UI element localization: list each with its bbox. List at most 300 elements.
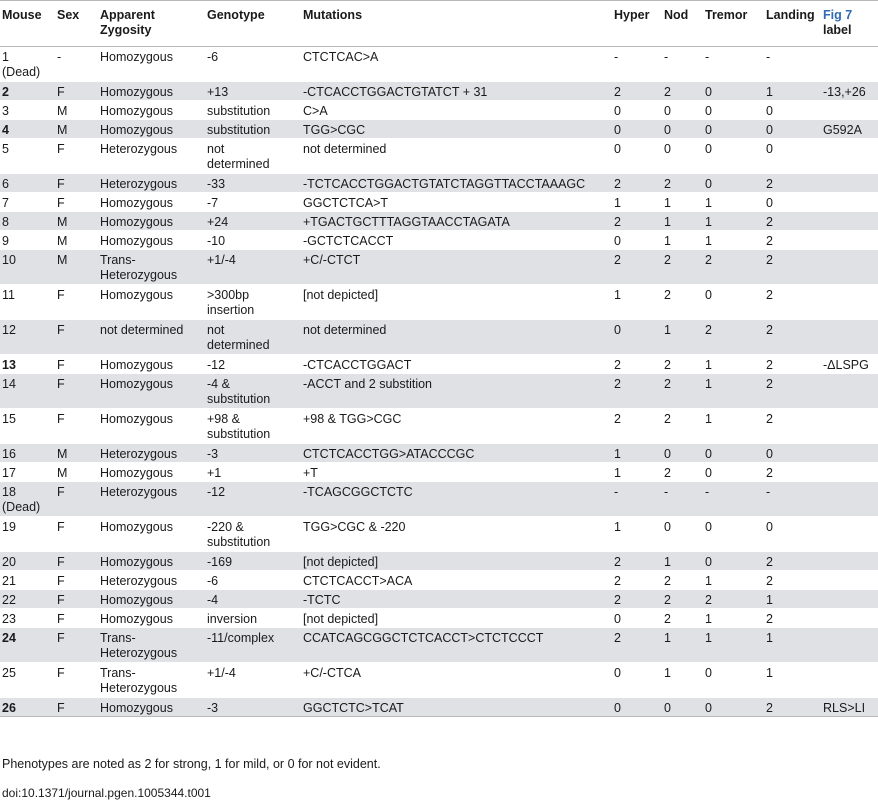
cell-hyper-text: 0 bbox=[614, 234, 621, 248]
cell-genotype bbox=[205, 663, 301, 698]
cell-tremor-text: 0 bbox=[705, 177, 712, 191]
cell-fig-label bbox=[821, 212, 878, 231]
cell-hyper-text: 1 bbox=[614, 196, 621, 210]
cell-landing bbox=[764, 101, 821, 120]
cell-zygosity bbox=[98, 193, 205, 212]
cell-tremor-text: 1 bbox=[705, 631, 712, 645]
cell-zygosity bbox=[98, 409, 205, 444]
cell-tremor-text: 1 bbox=[705, 196, 712, 210]
cell-hyper bbox=[612, 590, 662, 609]
cell-nod bbox=[662, 463, 703, 482]
cell-landing bbox=[764, 374, 821, 409]
cell-zygosity-text: Homozygous bbox=[100, 288, 173, 302]
cell-genotype bbox=[205, 590, 301, 609]
cell-mutations-text: TGG>CGC & -220 bbox=[303, 520, 406, 534]
cell-landing-text: 0 bbox=[766, 520, 773, 534]
cell-sex-text: F bbox=[57, 485, 65, 499]
cell-sex-text: F bbox=[57, 574, 65, 588]
cell-tremor-text: 1 bbox=[705, 377, 712, 391]
cell-zygosity-text: Homozygous bbox=[100, 196, 173, 210]
cell-mouse-text: (Dead) bbox=[2, 65, 41, 79]
cell-genotype-text: determined bbox=[207, 338, 270, 352]
cell-mouse-text: 10 bbox=[2, 253, 16, 267]
cell-hyper-text: - bbox=[614, 50, 619, 64]
table-row bbox=[0, 444, 878, 463]
cell-mouse bbox=[0, 212, 55, 231]
cell-nod-text: 0 bbox=[664, 447, 671, 461]
cell-fig-label bbox=[821, 463, 878, 482]
cell-mouse-text: (Dead) bbox=[2, 500, 41, 514]
table-row bbox=[0, 174, 878, 193]
cell-hyper-text: 1 bbox=[614, 466, 621, 480]
cell-tremor bbox=[703, 698, 764, 717]
cell-tremor bbox=[703, 47, 764, 82]
cell-tremor bbox=[703, 552, 764, 571]
cell-hyper bbox=[612, 120, 662, 139]
cell-zygosity-text: Homozygous bbox=[100, 104, 173, 118]
cell-sex-text: F bbox=[57, 666, 65, 680]
cell-fig-label-text: -13,+26 bbox=[823, 85, 866, 99]
cell-fig-label-text: -ΔLSPG bbox=[823, 358, 869, 372]
cell-hyper-text: 2 bbox=[614, 412, 621, 426]
cell-nod bbox=[662, 444, 703, 463]
table-row bbox=[0, 101, 878, 120]
cell-tremor-text: 2 bbox=[705, 323, 712, 337]
header-zygosity: Apparent Zygosity bbox=[100, 8, 155, 37]
cell-sex bbox=[55, 517, 98, 552]
cell-sex-text: M bbox=[57, 123, 68, 137]
cell-hyper-text: 2 bbox=[614, 177, 621, 191]
cell-sex bbox=[55, 250, 98, 285]
cell-genotype bbox=[205, 609, 301, 628]
cell-hyper bbox=[612, 609, 662, 628]
cell-genotype-text: -3 bbox=[207, 447, 219, 461]
header-sex: Sex bbox=[57, 8, 80, 22]
cell-tremor-text: 1 bbox=[705, 234, 712, 248]
cell-tremor-text: 0 bbox=[705, 666, 712, 680]
cell-tremor-text: 0 bbox=[705, 104, 712, 118]
cell-tremor bbox=[703, 517, 764, 552]
cell-mouse-text: 4 bbox=[2, 123, 9, 137]
cell-genotype-text: inversion bbox=[207, 612, 258, 626]
cell-tremor-text: 1 bbox=[705, 612, 712, 626]
cell-sex bbox=[55, 628, 98, 663]
cell-hyper bbox=[612, 409, 662, 444]
cell-tremor bbox=[703, 82, 764, 101]
cell-sex bbox=[55, 101, 98, 120]
cell-fig-label bbox=[821, 320, 878, 355]
cell-mutations-text: [not depicted] bbox=[303, 288, 379, 302]
cell-mutations bbox=[301, 47, 612, 82]
cell-genotype bbox=[205, 174, 301, 193]
cell-zygosity-text: Homozygous bbox=[100, 466, 173, 480]
cell-mutations-text: -TCTCACCTGGACTGTATCTAGGTTACCTAAAGC bbox=[303, 177, 586, 191]
cell-hyper-text: 0 bbox=[614, 123, 621, 137]
cell-mutations-text: CTCTCAC>A bbox=[303, 50, 379, 64]
cell-genotype-text: -6 bbox=[207, 574, 219, 588]
cell-zygosity-text: Homozygous bbox=[100, 377, 173, 391]
cell-mutations-text: -TCTC bbox=[303, 593, 341, 607]
cell-zygosity bbox=[98, 47, 205, 82]
cell-mutations-text: GGCTCTCA>T bbox=[303, 196, 389, 210]
cell-hyper bbox=[612, 212, 662, 231]
cell-mutations bbox=[301, 174, 612, 193]
cell-nod bbox=[662, 374, 703, 409]
cell-nod bbox=[662, 590, 703, 609]
cell-fig-label bbox=[821, 552, 878, 571]
table-body bbox=[0, 47, 878, 717]
cell-mutations-text: +C/-CTCA bbox=[303, 666, 361, 680]
cell-landing-text: 0 bbox=[766, 104, 773, 118]
cell-mutations-text: not determined bbox=[303, 142, 387, 156]
cell-mouse bbox=[0, 250, 55, 285]
cell-genotype bbox=[205, 101, 301, 120]
cell-tremor-text: 0 bbox=[705, 142, 712, 156]
cell-nod-text: 2 bbox=[664, 377, 671, 391]
cell-hyper bbox=[612, 463, 662, 482]
cell-mutations-text: +TGACTGCTTTAGGTAACCTAGATA bbox=[303, 215, 510, 229]
cell-sex-text: F bbox=[57, 85, 65, 99]
cell-nod-text: 2 bbox=[664, 612, 671, 626]
cell-sex-text: M bbox=[57, 447, 68, 461]
cell-landing-text: 0 bbox=[766, 447, 773, 461]
cell-hyper-text: 0 bbox=[614, 701, 621, 715]
cell-zygosity bbox=[98, 250, 205, 285]
cell-mouse-text: 11 bbox=[2, 288, 15, 302]
cell-mouse-text: 8 bbox=[2, 215, 9, 229]
cell-fig-label bbox=[821, 193, 878, 212]
cell-landing-text: 1 bbox=[766, 631, 773, 645]
cell-nod-text: 2 bbox=[664, 593, 671, 607]
cell-mouse bbox=[0, 409, 55, 444]
cell-mutations bbox=[301, 82, 612, 101]
cell-nod-text: 2 bbox=[664, 466, 671, 480]
cell-mutations bbox=[301, 409, 612, 444]
cell-sex-text: F bbox=[57, 177, 65, 191]
cell-nod-text: 0 bbox=[664, 520, 671, 534]
cell-mutations bbox=[301, 590, 612, 609]
cell-fig-label bbox=[821, 517, 878, 552]
cell-nod bbox=[662, 482, 703, 517]
cell-tremor-text: 1 bbox=[705, 412, 712, 426]
cell-hyper bbox=[612, 698, 662, 717]
cell-genotype bbox=[205, 552, 301, 571]
cell-landing bbox=[764, 82, 821, 101]
cell-landing bbox=[764, 590, 821, 609]
cell-fig-label bbox=[821, 250, 878, 285]
cell-genotype-text: insertion bbox=[207, 303, 255, 317]
cell-sex-text: F bbox=[57, 701, 65, 715]
cell-mouse bbox=[0, 320, 55, 355]
cell-hyper bbox=[612, 193, 662, 212]
table-row bbox=[0, 320, 878, 355]
cell-zygosity bbox=[98, 552, 205, 571]
cell-mouse-text: 19 bbox=[2, 520, 16, 534]
cell-nod-text: 2 bbox=[664, 177, 671, 191]
cell-tremor bbox=[703, 609, 764, 628]
cell-sex-text: F bbox=[57, 358, 65, 372]
cell-hyper bbox=[612, 250, 662, 285]
table-row bbox=[0, 463, 878, 482]
cell-nod bbox=[662, 231, 703, 250]
cell-hyper bbox=[612, 663, 662, 698]
cell-fig-label bbox=[821, 174, 878, 193]
cell-tremor bbox=[703, 355, 764, 374]
cell-genotype bbox=[205, 193, 301, 212]
cell-sex-text: F bbox=[57, 196, 65, 210]
cell-sex-text: F bbox=[57, 377, 65, 391]
cell-mutations-text: -TCAGCGGCTCTC bbox=[303, 485, 413, 499]
cell-hyper-text: 2 bbox=[614, 593, 621, 607]
cell-mouse-text: 23 bbox=[2, 612, 16, 626]
cell-zygosity bbox=[98, 628, 205, 663]
cell-genotype-text: -4 & bbox=[207, 377, 230, 391]
cell-tremor bbox=[703, 120, 764, 139]
table-row bbox=[0, 374, 878, 409]
cell-nod-text: 2 bbox=[664, 85, 671, 99]
cell-genotype-text: +1 bbox=[207, 466, 222, 480]
cell-zygosity bbox=[98, 320, 205, 355]
table-row bbox=[0, 698, 878, 717]
cell-fig-label bbox=[821, 663, 878, 698]
header-genotype: Genotype bbox=[207, 8, 265, 22]
cell-fig-label bbox=[821, 698, 878, 717]
cell-fig-label bbox=[821, 590, 878, 609]
cell-mutations bbox=[301, 517, 612, 552]
cell-zygosity-text: Homozygous bbox=[100, 234, 173, 248]
cell-mutations-text: TGG>CGC bbox=[303, 123, 366, 137]
cell-landing bbox=[764, 139, 821, 174]
cell-nod-text: 1 bbox=[664, 196, 671, 210]
cell-zygosity-text: not determined bbox=[100, 323, 184, 337]
cell-sex bbox=[55, 374, 98, 409]
cell-landing-text: 2 bbox=[766, 412, 773, 426]
cell-mouse-text: 9 bbox=[2, 234, 9, 248]
cell-mutations bbox=[301, 193, 612, 212]
cell-mutations-text: not determined bbox=[303, 323, 387, 337]
cell-fig-label bbox=[821, 374, 878, 409]
table-footnote: Phenotypes are noted as 2 for strong, 1 for mild, or 0 for not evident. bbox=[2, 757, 381, 771]
cell-genotype bbox=[205, 47, 301, 82]
cell-genotype-text: not bbox=[207, 323, 225, 337]
cell-genotype bbox=[205, 463, 301, 482]
cell-landing bbox=[764, 120, 821, 139]
cell-landing bbox=[764, 250, 821, 285]
cell-mutations bbox=[301, 444, 612, 463]
cell-zygosity bbox=[98, 101, 205, 120]
cell-mutations bbox=[301, 120, 612, 139]
cell-nod-text: 2 bbox=[664, 574, 671, 588]
cell-mutations bbox=[301, 463, 612, 482]
cell-genotype-text: +13 bbox=[207, 85, 229, 99]
cell-sex-text: F bbox=[57, 631, 65, 645]
cell-nod-text: 2 bbox=[664, 412, 671, 426]
cell-sex bbox=[55, 355, 98, 374]
cell-genotype-text: -10 bbox=[207, 234, 226, 248]
cell-mouse-text: 20 bbox=[2, 555, 16, 569]
cell-genotype bbox=[205, 482, 301, 517]
cell-zygosity-text: Homozygous bbox=[100, 612, 173, 626]
cell-sex bbox=[55, 320, 98, 355]
cell-hyper bbox=[612, 571, 662, 590]
cell-mutations-text: +C/-CTCT bbox=[303, 253, 361, 267]
cell-landing bbox=[764, 231, 821, 250]
cell-genotype-text: -12 bbox=[207, 485, 226, 499]
header-landing: Landing bbox=[766, 8, 815, 22]
cell-mutations-text: [not depicted] bbox=[303, 612, 379, 626]
cell-zygosity bbox=[98, 285, 205, 320]
cell-landing-text: 2 bbox=[766, 701, 773, 715]
cell-sex bbox=[55, 590, 98, 609]
cell-genotype-text: -4 bbox=[207, 593, 219, 607]
table-row bbox=[0, 609, 878, 628]
cell-mouse-text: 6 bbox=[2, 177, 9, 191]
cell-mutations-text: -CTCACCTGGACTGTATCT + 31 bbox=[303, 85, 488, 99]
cell-mouse-text: 26 bbox=[2, 701, 16, 715]
cell-nod bbox=[662, 193, 703, 212]
cell-mutations-text: CCATCAGCGGCTCTCACCT>CTCTCCCT bbox=[303, 631, 544, 645]
cell-tremor bbox=[703, 250, 764, 285]
cell-zygosity bbox=[98, 698, 205, 717]
cell-mouse bbox=[0, 571, 55, 590]
cell-mouse-text: 2 bbox=[2, 85, 9, 99]
cell-mutations bbox=[301, 231, 612, 250]
cell-hyper bbox=[612, 285, 662, 320]
cell-zygosity bbox=[98, 590, 205, 609]
cell-nod-text: 1 bbox=[664, 555, 671, 569]
cell-nod-text: 0 bbox=[664, 142, 671, 156]
cell-sex-text: - bbox=[57, 50, 62, 64]
cell-tremor-text: 2 bbox=[705, 593, 712, 607]
cell-zygosity-text: Homozygous bbox=[100, 520, 173, 534]
cell-landing-text: 2 bbox=[766, 574, 773, 588]
cell-sex bbox=[55, 285, 98, 320]
cell-genotype bbox=[205, 355, 301, 374]
cell-tremor-text: 0 bbox=[705, 520, 712, 534]
table-row bbox=[0, 193, 878, 212]
cell-fig-label bbox=[821, 609, 878, 628]
fig-7-link[interactable]: Fig 7 bbox=[823, 8, 853, 22]
cell-mouse bbox=[0, 663, 55, 698]
cell-mouse bbox=[0, 517, 55, 552]
cell-sex-text: F bbox=[57, 593, 65, 607]
cell-mouse bbox=[0, 82, 55, 101]
header-fig-label bbox=[821, 1, 878, 47]
cell-genotype-text: -33 bbox=[207, 177, 226, 191]
cell-landing-text: 2 bbox=[766, 323, 773, 337]
cell-mouse-text: 21 bbox=[2, 574, 16, 588]
cell-genotype-text: +24 bbox=[207, 215, 229, 229]
cell-landing bbox=[764, 409, 821, 444]
cell-mouse bbox=[0, 590, 55, 609]
cell-tremor bbox=[703, 193, 764, 212]
cell-genotype bbox=[205, 82, 301, 101]
cell-fig-label bbox=[821, 571, 878, 590]
cell-zygosity-text: Heterozygous bbox=[100, 177, 178, 191]
cell-hyper bbox=[612, 374, 662, 409]
cell-mouse bbox=[0, 482, 55, 517]
cell-mutations bbox=[301, 628, 612, 663]
cell-sex bbox=[55, 663, 98, 698]
cell-nod-text: - bbox=[664, 50, 669, 64]
cell-hyper-text: 2 bbox=[614, 555, 621, 569]
cell-mutations bbox=[301, 320, 612, 355]
table-header-row bbox=[0, 1, 878, 47]
cell-genotype-text: substitution bbox=[207, 427, 271, 441]
cell-landing-text: 2 bbox=[766, 612, 773, 626]
cell-hyper-text: 2 bbox=[614, 377, 621, 391]
cell-tremor-text: 2 bbox=[705, 253, 712, 267]
header-tremor: Tremor bbox=[705, 8, 748, 22]
cell-genotype bbox=[205, 120, 301, 139]
cell-genotype-text: -220 & bbox=[207, 520, 244, 534]
cell-hyper-text: 0 bbox=[614, 142, 621, 156]
table-row bbox=[0, 47, 878, 82]
cell-zygosity-text: Heterozygous bbox=[100, 681, 178, 695]
cell-landing-text: 1 bbox=[766, 85, 773, 99]
cell-zygosity bbox=[98, 139, 205, 174]
cell-tremor bbox=[703, 463, 764, 482]
cell-hyper-text: 1 bbox=[614, 447, 621, 461]
cell-mouse-text: 18 bbox=[2, 485, 16, 499]
cell-sex bbox=[55, 698, 98, 717]
table-row bbox=[0, 571, 878, 590]
cell-nod bbox=[662, 517, 703, 552]
cell-tremor bbox=[703, 320, 764, 355]
cell-mutations-text: +98 & TGG>CGC bbox=[303, 412, 402, 426]
cell-tremor bbox=[703, 482, 764, 517]
cell-mouse bbox=[0, 231, 55, 250]
cell-genotype-text: -12 bbox=[207, 358, 226, 372]
cell-genotype bbox=[205, 250, 301, 285]
header-mutations: Mutations bbox=[303, 8, 363, 22]
cell-nod bbox=[662, 552, 703, 571]
cell-nod bbox=[662, 698, 703, 717]
cell-genotype-text: not bbox=[207, 142, 225, 156]
cell-nod bbox=[662, 663, 703, 698]
cell-zygosity-text: Trans- bbox=[100, 631, 136, 645]
cell-landing-text: 2 bbox=[766, 177, 773, 191]
cell-mouse-text: 13 bbox=[2, 358, 16, 372]
cell-mouse-text: 12 bbox=[2, 323, 16, 337]
cell-mutations-text: GGCTCTC>TCAT bbox=[303, 701, 404, 715]
footnote-divider bbox=[0, 780, 878, 781]
cell-tremor-text: 0 bbox=[705, 288, 712, 302]
cell-fig-label-text: G592A bbox=[823, 123, 862, 137]
cell-mutations bbox=[301, 250, 612, 285]
cell-genotype-text: -7 bbox=[207, 196, 219, 210]
cell-sex bbox=[55, 47, 98, 82]
cell-genotype bbox=[205, 374, 301, 409]
cell-genotype bbox=[205, 139, 301, 174]
cell-nod-text: 0 bbox=[664, 104, 671, 118]
cell-tremor-text: 0 bbox=[705, 447, 712, 461]
cell-mouse-text: 25 bbox=[2, 666, 16, 680]
cell-mouse-text: 3 bbox=[2, 104, 9, 118]
cell-sex bbox=[55, 444, 98, 463]
cell-mutations-text: CTCTCACCTGG>ATACCCGC bbox=[303, 447, 475, 461]
cell-hyper-text: - bbox=[614, 485, 619, 499]
cell-genotype bbox=[205, 320, 301, 355]
cell-landing-text: 2 bbox=[766, 377, 773, 391]
cell-nod-text: 1 bbox=[664, 323, 671, 337]
table-row bbox=[0, 517, 878, 552]
cell-mutations bbox=[301, 571, 612, 590]
cell-landing-text: 0 bbox=[766, 123, 773, 137]
cell-mutations bbox=[301, 374, 612, 409]
cell-zygosity-text: Homozygous bbox=[100, 85, 173, 99]
cell-genotype-text: >300bp bbox=[207, 288, 250, 302]
